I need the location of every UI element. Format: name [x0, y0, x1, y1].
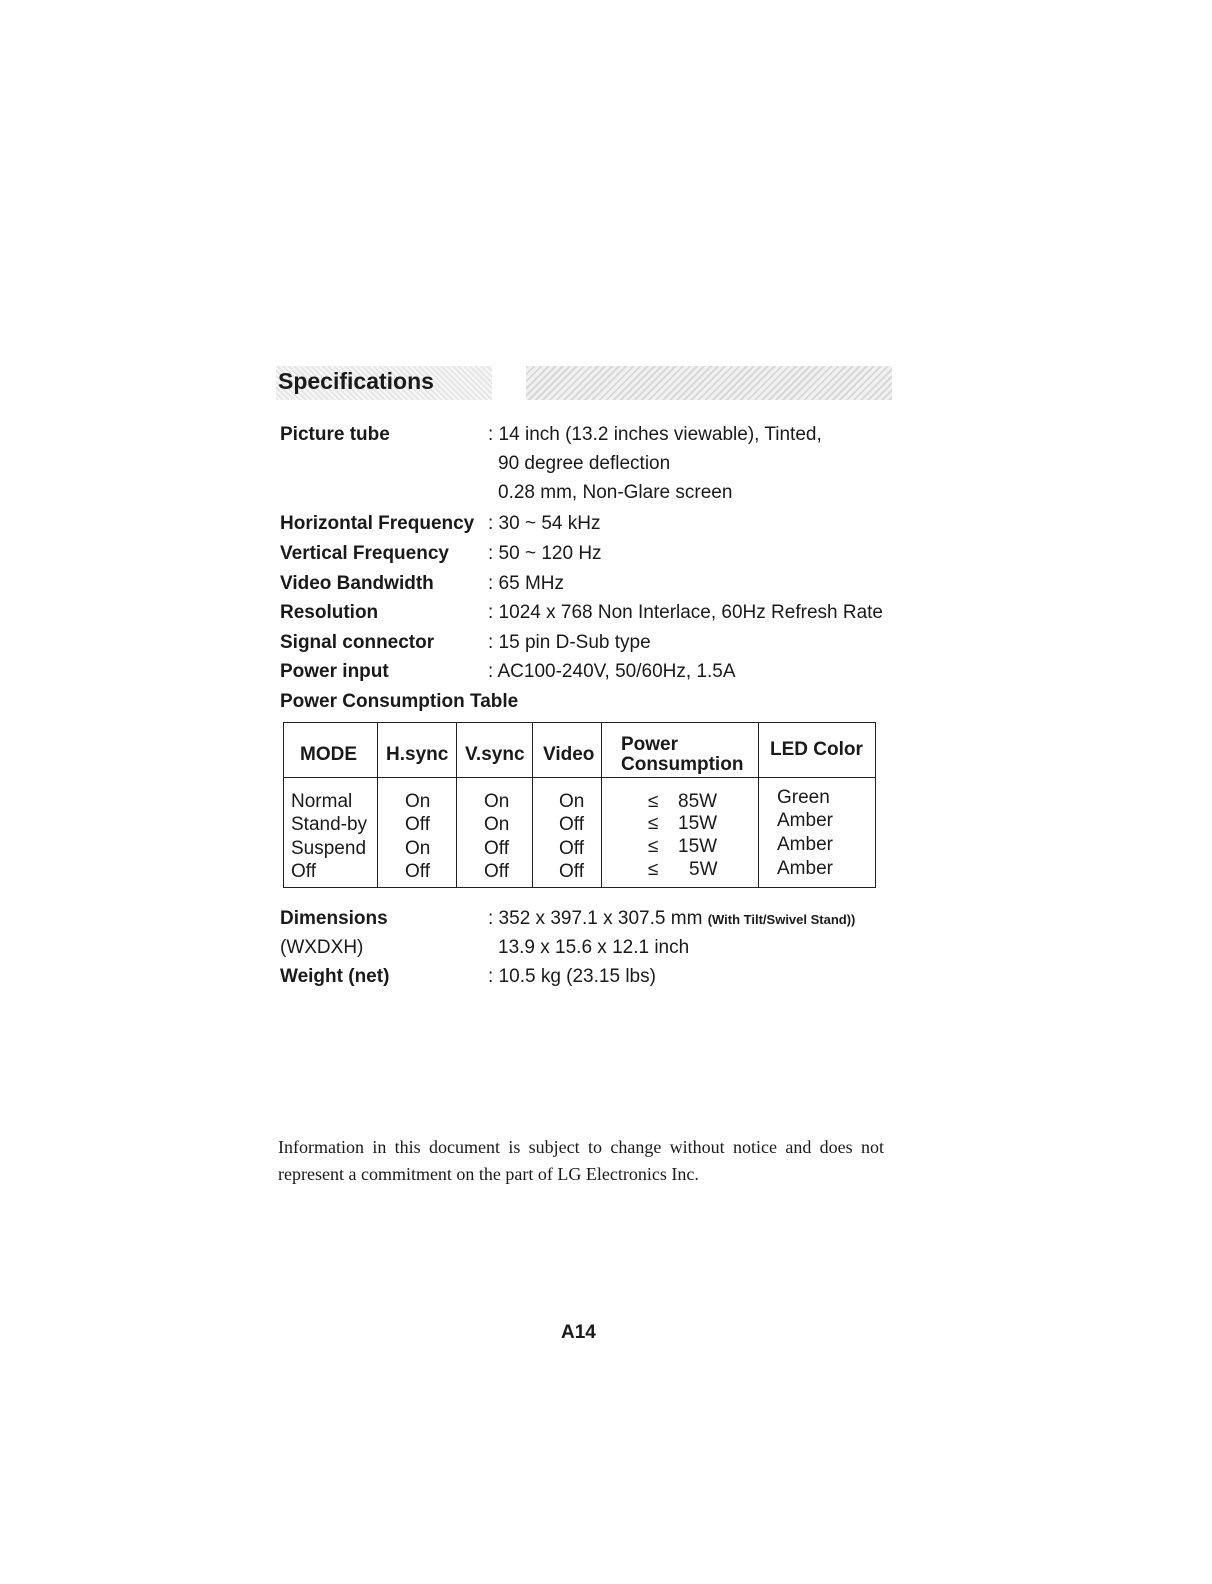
table-cell: Amber: [777, 834, 833, 855]
table-cell: On: [405, 791, 431, 812]
table-cell: Green: [777, 787, 830, 808]
spec-value: 13.9 x 15.6 x 12.1 inch: [498, 937, 690, 958]
spec-label: Resolution: [280, 602, 379, 623]
table-cell: Off: [559, 838, 584, 859]
spec-label: Power input: [280, 661, 389, 682]
table-column-divider: [758, 723, 759, 887]
table-cell: Suspend: [291, 838, 367, 859]
table-cell: Off: [559, 814, 584, 835]
spec-value-continuation: 0.28 mm, Non-Glare screen: [498, 482, 733, 503]
spec-label: Video Bandwidth: [280, 573, 434, 594]
table-cell: 15W: [678, 836, 718, 857]
spec-label: Picture tube: [280, 424, 390, 445]
table-cell: 15W: [678, 813, 718, 834]
spec-label: Dimensions: [280, 908, 388, 929]
spec-value: : 65 MHz: [488, 573, 565, 594]
table-cell: Stand-by: [291, 814, 368, 835]
column-header-hsync: H.sync: [386, 744, 449, 765]
heading-shading-bar: [526, 366, 892, 400]
spec-label: Vertical Frequency: [280, 543, 449, 564]
spec-value: : 50 ~ 120 Hz: [488, 543, 602, 564]
table-cell: Off: [291, 861, 316, 882]
power-consumption-table: [283, 722, 876, 888]
table-cell: On: [559, 791, 585, 812]
table-cell: ≤: [648, 813, 659, 834]
table-cell: Off: [559, 861, 584, 882]
table-cell: 5W: [689, 859, 718, 880]
dimensions-mm: : 352 x 397.1 x 307.5 mm: [488, 908, 703, 929]
table-column-divider: [601, 723, 602, 887]
dimensions-note: (With Tilt/Swivel Stand)): [707, 912, 856, 927]
table-cell: ≤: [648, 859, 659, 880]
table-column-divider: [532, 723, 533, 887]
table-cell: On: [405, 838, 431, 859]
spec-value: : 14 inch (13.2 inches viewable), Tinted,: [488, 424, 822, 445]
table-cell: ≤: [648, 836, 659, 857]
table-title: Power Consumption Table: [280, 691, 519, 712]
table-cell: 85W: [678, 791, 718, 812]
section-title: Specifications: [278, 368, 434, 394]
table-cell: On: [484, 814, 510, 835]
spec-value: : 15 pin D-Sub type: [488, 632, 651, 653]
page-number: A14: [561, 1322, 596, 1343]
table-cell: Off: [405, 861, 430, 882]
section-heading: [276, 366, 892, 400]
spec-sublabel: (WXDXH): [280, 937, 364, 958]
column-header-mode: MODE: [300, 744, 357, 765]
column-header-power: Consumption: [621, 754, 744, 775]
disclaimer-note: Information in this document is subject to change without notice and does not represent a commitment on the part of LG Electronics Inc.: [278, 1137, 884, 1184]
spec-label: Weight (net): [280, 966, 390, 987]
table-cell: Off: [484, 838, 509, 859]
spec-value: : 1024 x 768 Non Interlace, 60Hz Refresh Rate: [488, 602, 884, 623]
spec-label: Signal connector: [280, 632, 435, 653]
table-header-divider: [284, 777, 875, 778]
spec-value: : 30 ~ 54 kHz: [488, 513, 601, 534]
column-header-power: Power: [621, 734, 679, 755]
table-cell: Off: [405, 814, 430, 835]
column-header-vsync: V.sync: [465, 744, 525, 765]
column-header-video: Video: [543, 744, 595, 765]
column-header-led-color: LED Color: [770, 739, 863, 760]
table-cell: Amber: [777, 858, 833, 879]
table-column-divider: [377, 723, 378, 887]
table-cell: Normal: [291, 791, 353, 812]
table-cell: On: [484, 791, 510, 812]
spec-value-continuation: 90 degree deflection: [498, 453, 671, 474]
spec-value: [488, 908, 855, 931]
table-column-divider: [456, 723, 457, 887]
spec-value: : 10.5 kg (23.15 lbs): [488, 966, 656, 987]
table-cell: ≤: [648, 791, 659, 812]
table-cell: Amber: [777, 810, 833, 831]
spec-label: Horizontal Frequency: [280, 513, 475, 534]
table-cell: Off: [484, 861, 509, 882]
spec-value: : AC100-240V, 50/60Hz, 1.5A: [488, 661, 736, 682]
